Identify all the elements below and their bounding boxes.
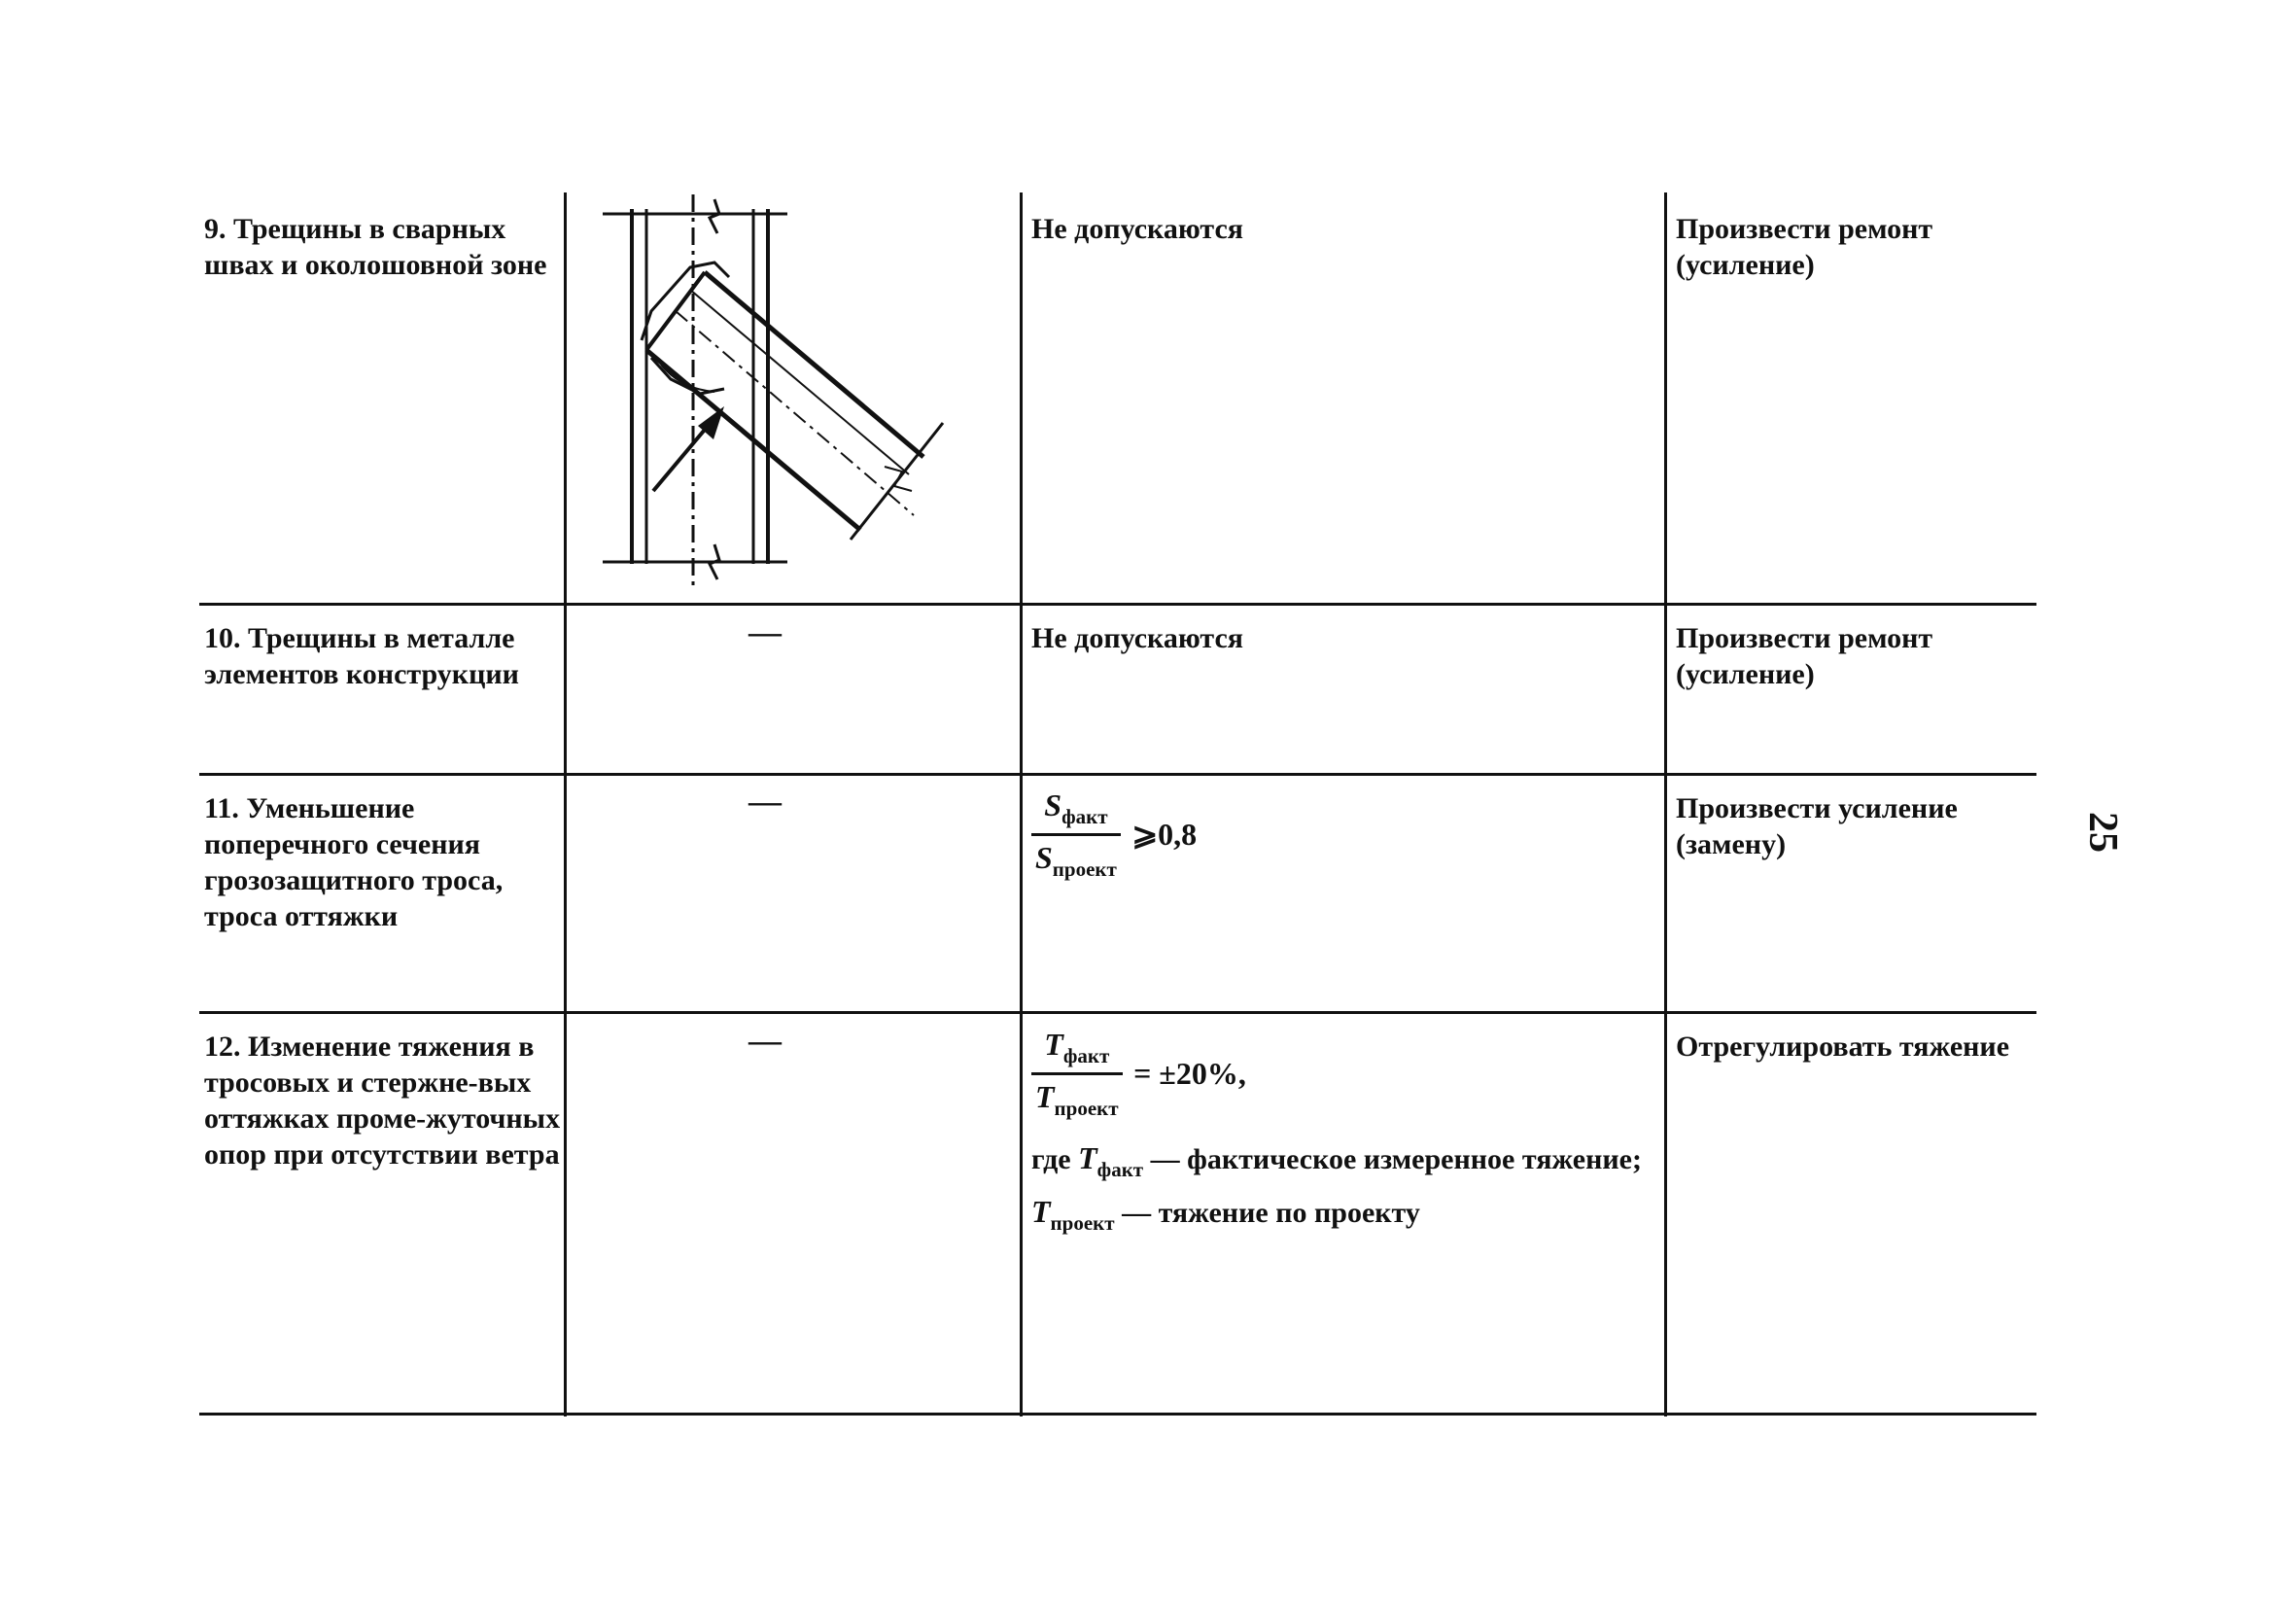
sub-fact: факт <box>1062 1044 1110 1067</box>
row-divider <box>199 1011 2036 1014</box>
sub-project: проект <box>1050 1211 1115 1235</box>
row-divider <box>199 773 2036 776</box>
table-bottom-rule <box>199 1413 2036 1416</box>
action-cell-9: Произвести ремонт (усиление) <box>1676 213 1933 281</box>
defect-cell-11: 11. Уменьшение поперечного сечения грозозащитного троса, троса оттяжки <box>204 792 504 932</box>
var-t: T <box>1031 1194 1051 1229</box>
column-divider <box>1020 192 1023 1416</box>
action-cell-12: Отрегулировать тяжение <box>1676 1031 2010 1063</box>
action-cell-11: Произвести усиление (замену) <box>1676 792 1958 860</box>
formula-cell-11 <box>1031 789 1653 880</box>
page-number: 25 <box>2080 812 2125 853</box>
var-t: T <box>1035 1079 1055 1114</box>
formula-cell-12 <box>1031 1029 1653 1241</box>
defect-cell-9: 9. Трещины в сварных швах и околошовной зоне <box>204 213 547 281</box>
row-divider <box>199 603 2036 606</box>
weld-joint-drawing <box>593 194 982 593</box>
formula-rhs: ⩾0,8 <box>1131 817 1198 852</box>
var-t: T <box>1044 1027 1063 1062</box>
fraction-t <box>1031 1029 1123 1119</box>
sub-fact: факт <box>1096 1158 1144 1181</box>
definition-line-2 <box>1031 1194 1653 1241</box>
sub-fact: факт <box>1061 805 1108 828</box>
figure-dash-10: — <box>748 614 782 650</box>
definition-text-1: — фактическое измеренное тяжение; <box>1150 1143 1642 1175</box>
figure-dash-12: — <box>748 1023 782 1059</box>
action-cell-10: Произвести ремонт (усиление) <box>1676 622 1933 690</box>
criterion-cell-9: Не допускаются <box>1031 213 1244 245</box>
sub-project: проект <box>1052 857 1117 881</box>
column-divider <box>564 192 567 1416</box>
criterion-cell-10: Не допускаются <box>1031 622 1244 654</box>
defect-cell-10: 10. Трещины в металле элементов конструкции <box>204 622 519 690</box>
fraction-numerator <box>1031 789 1121 836</box>
var-t: T <box>1078 1140 1097 1175</box>
var-s: S <box>1035 840 1053 875</box>
definition-line-1 <box>1031 1140 1653 1188</box>
formula-rhs: = ±20%, <box>1133 1056 1246 1091</box>
fraction-s <box>1031 789 1121 880</box>
formula-line <box>1031 1029 1653 1119</box>
figure-dash-11: — <box>748 784 782 820</box>
var-s: S <box>1044 787 1062 822</box>
where-label: где <box>1031 1143 1071 1175</box>
definition-text-2: — тяжение по проекту <box>1122 1197 1420 1229</box>
column-divider <box>1664 192 1667 1416</box>
defect-cell-12: 12. Изменение тяжения в тросовых и стержне-вых оттяжках проме-жуточных опор при отсутствии ветра <box>204 1031 561 1171</box>
fraction-denominator <box>1031 1075 1123 1119</box>
sub-project: проект <box>1054 1097 1119 1120</box>
fraction-denominator <box>1031 836 1121 880</box>
fraction-numerator <box>1031 1029 1123 1075</box>
